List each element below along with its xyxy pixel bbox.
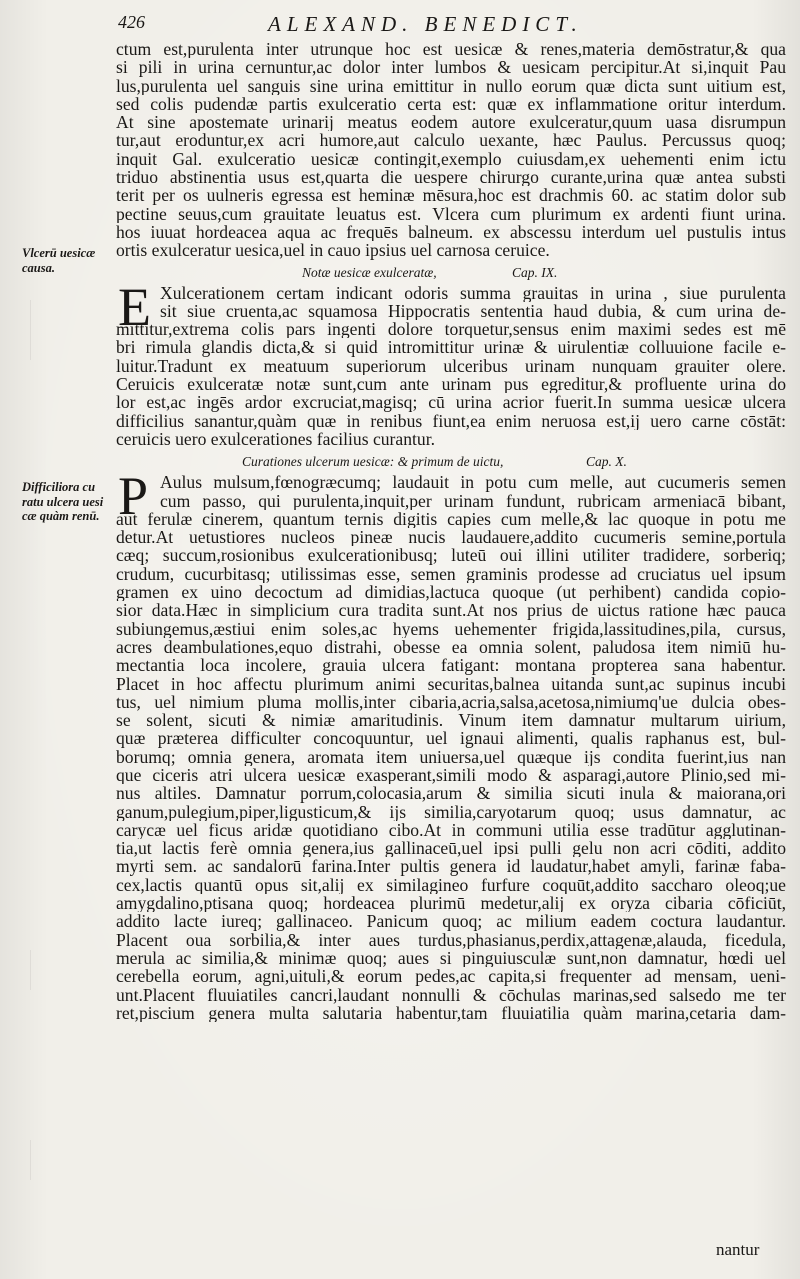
chapter-heading (116, 262, 786, 284)
chapter-heading (116, 451, 786, 473)
margin-note-difficulty: Difficiliora cu ratu ulcera uesi cæ quàm renū. (22, 480, 104, 523)
text-line: sit siue cruenta,ac squamosa Hippocratis sententia haud dubia, & cum urina de- (160, 301, 786, 321)
page-header (118, 12, 778, 38)
text-line: detur.At uetustiores nucleos pineæ nucis laudauere,addito cucumeris semine,portula (116, 528, 786, 547)
bleed-through-mark (30, 950, 111, 990)
text-line: Placet in hoc affectu plurimum animi securitas,balnea uitanda sunt,ac supinus incubi (116, 674, 786, 693)
text-line: cæq; succum,rosionibus exulcerationibusq; luteū oui illini utiliter tradidere, sorberiq; (116, 546, 786, 565)
text-line: sed colis pudendæ partis exulceratio certa est: quæ ex inflammatione oritur interdum. (116, 94, 786, 114)
text-line: unt.Placent fluuiatiles cancri,laudant nonnulli & cōchulas marinas,sed salsedo me ter (116, 985, 786, 1004)
bleed-through-mark (30, 300, 111, 360)
text-line: se solent, sicuti & nimiæ amaritudinis. Vinum item damnatur multarum uirium, (116, 711, 786, 730)
text-line: merula ac similia,& minimæ quoq; aues si pinguiusculæ sunt,non damnatur, hœdi uel (116, 948, 786, 968)
text-line: mectantia loca incolere, grauia ulcera fatigant: montana propterea sana habentur. (116, 656, 786, 675)
text-line: difficilius sanantur,quàm quæ in renibus fiunt,ea enim neruosa est,ij uero carne cōstāt: (116, 411, 786, 430)
text-line: triduo abstinentia usus est,quarta die uespere chirurgo curante,urina quæ antea substi (116, 168, 786, 187)
chapter-title: Curationes ulcerum uesicæ: & primum de uictu, (242, 454, 504, 470)
text-line: cex,lactis quantū opus sit,alij ex similagineo furfure coquūt,addito saccharo oleoq;ue (116, 875, 786, 895)
text-line: crudum, cucurbitasq; utilissimas esse, semen graminis prodesse ad cruciatus uel ipsum (116, 564, 786, 584)
section-cap-ix (116, 276, 786, 449)
drop-cap: E (118, 276, 151, 337)
text-line: amygdalino,ptisana quoq; hordeacea plurimū medetur,alij ex oryza cibaria cōficiūt, (116, 894, 786, 913)
text-line: tia,ut lactis ferè omnia genera,ius gallinaceū,uel ipsi pulli gelu non acri cōditi, addito (116, 839, 786, 858)
text-line: myrti sem. ac sandalorū farina.Inter pultis genera id laudatur,habet amyli, farinæ faba- (116, 857, 786, 876)
text-line: ctum est,purulenta inter utrunque hoc est uesicæ & renes,materia demōstratur,& qua (116, 40, 786, 59)
text-line: ret,piscium genera multa salutaria habentur,tam fluuiatilia quàm marina,cetaria dam- (116, 1003, 786, 1023)
text-line: ganum,pulegium,piper,ligusticum,& ijs similia,caryotarum quoq; usus damnatur, ac (116, 802, 786, 821)
text-line: pectine seuus,cum grauitate leuatus est. Vlcera cum plurimum ex ardenti fiunt urina. (116, 204, 786, 223)
folio-number: 426 (118, 12, 145, 32)
text-line: bri rimula glandis dicta,& si quid intromittitur urinæ & uirulentiæ colluuione facile e- (116, 338, 786, 357)
text-line: ceruicis uero exulcerationes facilius curantur. (116, 429, 435, 449)
text-line: cum passo, qui purulenta,inquit,per urinam fundunt, rubricam armeniacā bibant, (160, 491, 786, 510)
margin-note-causes: Vlcerū uesicæ causa. (22, 246, 96, 275)
chapter-title: Notæ uesicæ exulceratæ, (302, 264, 437, 280)
running-title: ALEXAND. BENEDICT. (268, 12, 583, 36)
chapter-number: Cap. X. (586, 454, 627, 470)
chapter-number: Cap. IX. (512, 264, 558, 280)
text-line: Ceruicis exulceratæ notæ sunt,cum ante urinam pus egreditur,& profluente urina do (116, 375, 786, 394)
drop-cap: P (118, 466, 149, 527)
text-line: borumq; omnia genera, aromata item uniuersa,uel quæque ijs condita fuerint,ius nan (116, 747, 786, 766)
text-line: addito lacte iureq; gallinaceo. Panicum quoq; ac milium eadem coctura laudantur. (116, 912, 786, 931)
text-line: Placent oua sorbilia,& inter aues turdus,phasianus,perdix,attagenæ,alauda, ficedula, (116, 930, 786, 949)
text-line: que ciceris atri ulcera uesicæ exasperant,simili modo & asparagi,autore Plinio,sed mi- (116, 765, 786, 785)
text-line: aut ferulæ cinerem, quantum ternis digitis capies cum melle,& lac quoque in potu me (116, 509, 786, 529)
text-line: terit per os uulneris egressa est heminæ mēsura,hoc est drachmis 60. ac statim dolor sub (116, 186, 786, 205)
section-continuation (116, 40, 786, 260)
text-line: subiungemus,æstiui enim soles,ac hyems uehementer frigida,lassitudines,pila, cursus, (116, 619, 786, 638)
text-line: At sine apostemate urinarij meatus eodem autore exulceratur,quum uasa disrumpun (116, 113, 786, 132)
text-line: sior data.Hæc in simplicium cura tradita sunt.At nos prius de uictus ratione hæc pauca (116, 601, 786, 620)
text-line: inquit Gal. exulceratio uesicæ contingit,exemplo cuiusdam,ex uehementi enim ictu (116, 149, 786, 169)
bleed-through-mark (30, 1140, 111, 1180)
text-line: cerebella eorum, agni,uituli,& eorum pedes,ac capita,si frequenter ad mensam, ueni- (116, 967, 786, 986)
text-line: lus,purulenta uel sanguis sine urina emittitur in nullo eorum quæ dicta sunt uitium est, (116, 76, 786, 95)
text-line: Xulcerationem certam indicant odoris summa grauitas in urina , siue purulenta (160, 283, 786, 302)
catchword: nantur (716, 1240, 760, 1259)
text-line: luitur.Tradunt ex meatuum superiorum ulceribus urinam nunquam grauiter olere. (116, 356, 786, 376)
main-text-block (116, 40, 786, 1022)
text-line: quæ præterea difficulter concoquuntur, uel ignaui alimenti, qualis raphanus est, bul- (116, 729, 786, 748)
text-line: carycæ uel ficus aridæ quotidiano cibo.At in communi utilia esse tradūtur agglutinan- (116, 820, 786, 840)
text-line: ortis exulceratur uesica,uel in cauo ipsius uel carnosa ceruice. (116, 241, 550, 260)
text-line: mittitur,extrema colis pars ingenti dolore torquetur,sensus enim maximi sedes est mē (116, 320, 786, 339)
text-line: hos iuuat hordeacea aqua ac frequēs balneum. ex abscessu interdum uel pustulis intus (116, 222, 786, 242)
text-line: si pili in urina cernuntur,ac dolor inter lumbos & uesicam percipitur.At si,inquit Pau (116, 58, 786, 77)
text-line: gramen ex uino decoctum ad dimidias,lactuca quoque (ut perhibent) candida copio- (116, 583, 786, 602)
text-line: tur,aut eroduntur,ex acri humore,aut calculo uexante, hæc Paulus. Percussus quoq; (116, 131, 786, 150)
text-line: lor est,ac ingēs ardor excruciat,magisq; cū urina acrior fuerit.In summa uesicæ ulcera (116, 393, 786, 412)
text-line: nus altiles. Damnatur porrum,colocasia,arum & similia sicuti inula & maiorana,ori (116, 784, 786, 803)
section-cap-x (116, 466, 786, 1023)
text-line: tus, uel nimium pluma mollis,inter cibaria,acria,salsa,acetosa,nimiumq'ue dulcia obes- (116, 692, 786, 712)
text-line: acres deambulationes,equo distrahi, obesse ea omnia solent, paludosa item nimiū hu- (116, 637, 786, 657)
text-line: Aulus mulsum,fœnogræcumq; laudauit in potu cum melle, aut cucumeris semen (160, 473, 786, 492)
